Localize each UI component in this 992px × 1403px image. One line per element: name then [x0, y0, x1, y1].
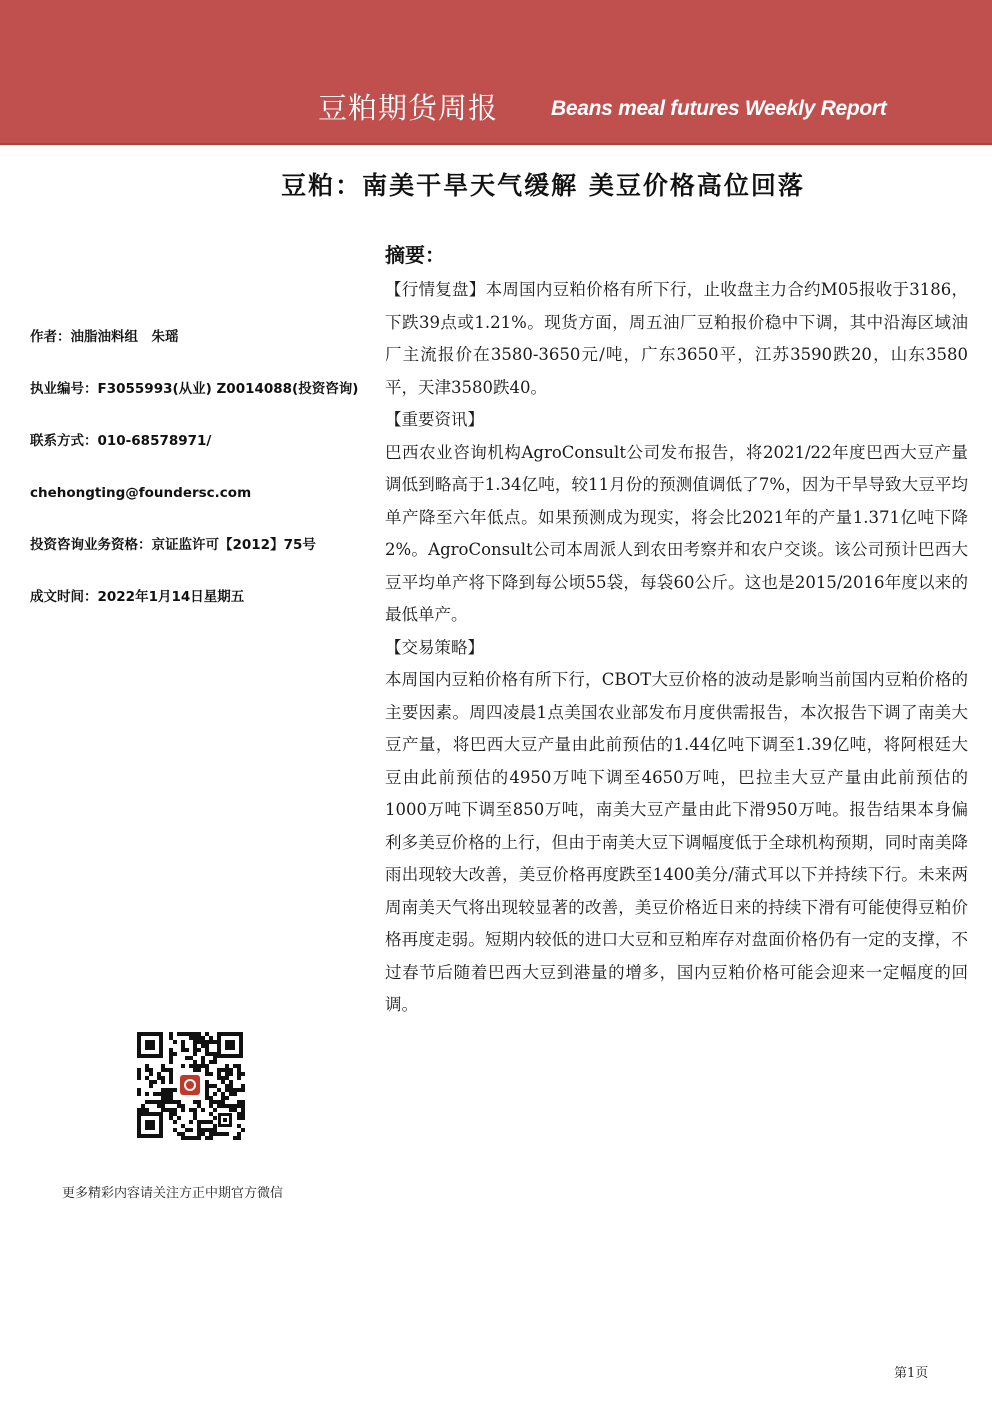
news-section-heading: 【重要资讯】 — [385, 410, 484, 429]
summary-heading: 摘要： — [385, 243, 445, 267]
author-line: 作者：油脂油料组 朱瑶 — [30, 329, 179, 345]
header-divider — [0, 143, 992, 145]
document-title: 豆粕：南美干旱天气缓解 美豆价格高位回落 — [281, 171, 805, 200]
license-number-line: 执业编号：F3055993(从业) Z0014088(投资咨询) — [30, 381, 359, 397]
author-info-panel — [30, 324, 365, 636]
page-number: 第1页 — [894, 1366, 929, 1381]
report-series-title: 豆粕期货周报 — [318, 91, 499, 125]
qr-caption: 更多精彩内容请关注方正中期官方微信 — [62, 1186, 284, 1201]
contact-email-line: chehongting@foundersc.com — [30, 485, 252, 501]
contact-phone-line: 联系方式：010-68578971/ — [30, 433, 212, 449]
strategy-paragraph: 本周国内豆粕价格有所下行，CBOT大豆价格的波动是影响当前国内豆粕价格的主要因素。周四凌晨1点美国农业部发布月度供需报告，本次报告下调了南美大豆产量，将巴西大豆产量由此前预估的1.44亿吨下调至1.39亿吨，将阿根廷大豆由此前预估的4950万吨下调至4650万吨，巴拉圭大豆产量由此前预估的1000万吨下调至850万吨，南美大豆产量由此下滑950万吨。报告结果本身偏利多美豆价格的上行，但由于南美大豆下调幅度低于全球机构预期，同时南美降雨出现较大改善，美豆价格再度跌至1400美分/蒲式耳以下并持续下行。未来两周南美天气将出现较显著的改善，美豆价格近日来的持续下滑有可能使得豆粕价格再度走弱。短期内较低的进口大豆和豆粕库存对盘面价格仍有一定的支撑，不过春节后随着巴西大豆到港量的增多，国内豆粕价格可能会迎来一定幅度的回调。 — [385, 670, 968, 1014]
qr-code-icon — [135, 1030, 245, 1140]
qualification-line: 投资咨询业务资格：京证监许可【2012】75号 — [30, 537, 316, 553]
news-paragraph: 巴西农业咨询机构AgroConsult公司发布报告，将2021/22年度巴西大豆产量调低到略高于1.34亿吨，较11月份的预测值调低了7%，因为干旱导致大豆平均单产降至六年低点。如果预测成为现实，将会比2021年的产量1.371亿吨下降2%。AgroConsult公司本周派人到农田考察并和农户交谈。该公司预计巴西大豆平均单产将下降到每公顷55袋，每袋60公斤。这也是2015/2016年度以来的最低单产。 — [385, 442, 968, 624]
summary-body — [385, 274, 968, 1022]
written-date-line: 成文时间：2022年1月14日星期五 — [30, 589, 245, 605]
market-review-paragraph: 【行情复盘】本周国内豆粕价格有所下行，止收盘主力合约M05报收于3186，下跌39点或1.21%。现货方面，周五油厂豆粕报价稳中下调，其中沿海区域油厂主流报价在3580-3650元/吨，广东3650平，江苏3590跌20，山东3580平，天津3580跌40。 — [385, 280, 968, 397]
strategy-section-heading: 【交易策略】 — [385, 637, 484, 657]
report-series-title-english: Beans meal futures Weekly Report — [551, 97, 887, 120]
